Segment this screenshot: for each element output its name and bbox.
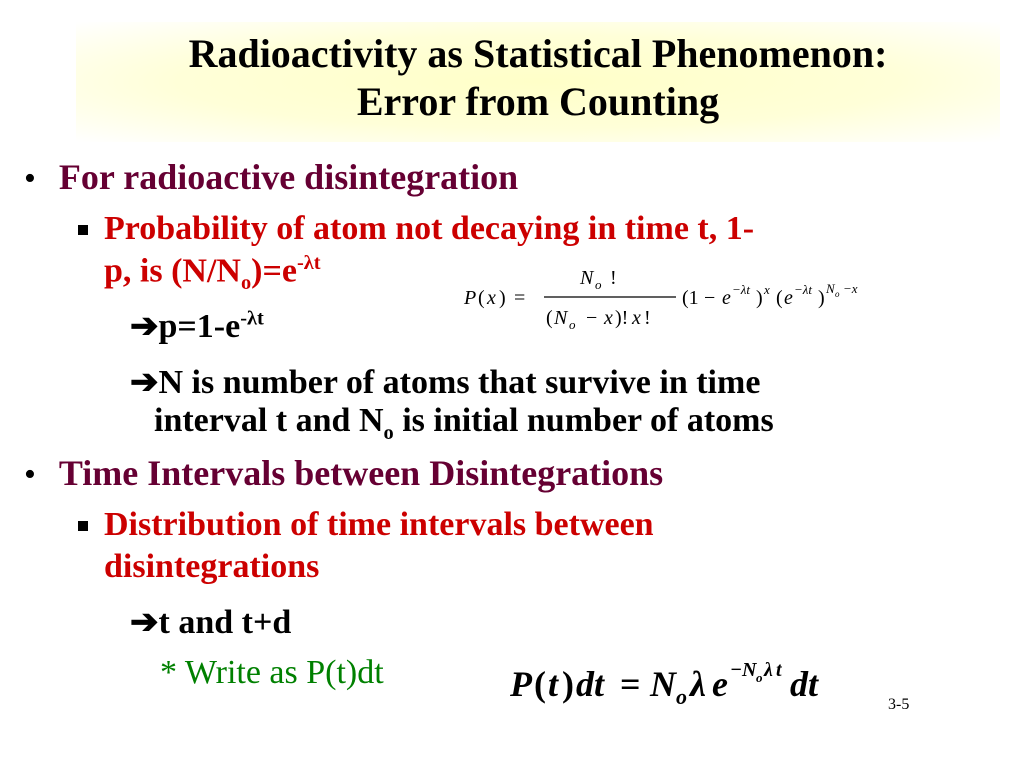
arrow-item: $➔p=1-e^{-\lambda t}$ <box>130 307 264 345</box>
svg-text:(: ( <box>478 287 485 309</box>
svg-text:(: ( <box>546 307 553 329</box>
exponential-formula <box>508 652 878 712</box>
svg-text:(1: (1 <box>682 287 699 309</box>
svg-text:N: N <box>742 659 757 681</box>
slide-title <box>76 30 1000 126</box>
bullet-dot: • <box>24 456 36 493</box>
bullet-item <box>24 156 518 198</box>
svg-text:o: o <box>676 684 687 709</box>
bullet-text: Time Intervals between Disintegrations <box>58 453 664 493</box>
svg-text:o: o <box>595 277 602 292</box>
arrow-item: ➔N is number of atoms that survive in time <box>130 364 761 401</box>
arrow-icon: ➔ <box>130 604 159 641</box>
svg-text:o: o <box>835 289 840 299</box>
green-note: * Write as P(t)dt <box>160 654 384 691</box>
svg-text:t: t <box>548 664 559 704</box>
svg-text:): ) <box>818 287 825 309</box>
svg-text:−: − <box>704 287 716 309</box>
arrow-item: ➔t and t+d <box>130 604 292 641</box>
svg-text:=: = <box>620 664 641 704</box>
svg-text:x: x <box>604 307 613 329</box>
svg-text:!: ! <box>610 267 617 289</box>
sub-bullet-line-2: disintegrations <box>104 548 320 585</box>
svg-text:)!: )! <box>615 307 629 329</box>
square-bullet-icon <box>78 518 88 536</box>
svg-text:−λt: −λt <box>732 282 751 297</box>
bullet-text: For radioactive disintegration <box>58 157 519 197</box>
svg-text:e: e <box>712 664 728 704</box>
svg-text:−x: −x <box>843 281 858 296</box>
svg-text:): ) <box>499 287 506 309</box>
arrow-icon: ➔ <box>130 308 159 345</box>
svg-text:): ) <box>562 664 574 704</box>
page-number: 3-5 <box>888 696 910 713</box>
svg-text:x: x <box>764 282 770 297</box>
svg-text:o: o <box>569 317 576 332</box>
svg-text:−: − <box>586 307 598 329</box>
svg-text:N: N <box>580 267 594 289</box>
svg-text:e: e <box>722 287 731 309</box>
arrow-item-continued: interval t and $N_o$ is initial number of atoms <box>154 402 774 444</box>
bullet-item <box>24 452 663 494</box>
svg-text:P: P <box>510 664 532 704</box>
arrow-icon: ➔ <box>130 364 159 401</box>
svg-text:x: x <box>487 287 496 309</box>
svg-text:dt: dt <box>790 664 819 704</box>
square-bullet-icon <box>78 222 88 240</box>
svg-text:(: ( <box>776 287 783 309</box>
svg-text:o: o <box>756 670 763 685</box>
svg-text:λ: λ <box>690 664 706 704</box>
svg-text:=: = <box>514 287 526 309</box>
svg-text:e: e <box>784 287 793 309</box>
sub-bullet-line-2: p, is $(N/N_o)=e^{-\lambda t}$ <box>104 252 321 295</box>
svg-text:−λt: −λt <box>794 282 813 297</box>
title-line-2: Error from Counting <box>356 79 720 124</box>
svg-text:λ: λ <box>764 659 773 681</box>
svg-text:P: P <box>464 287 477 309</box>
svg-text:): ) <box>756 287 763 309</box>
svg-text:(: ( <box>534 664 546 704</box>
svg-text:t: t <box>776 659 782 681</box>
sub-bullet-line-1: Probability of atom not decaying in time t, 1- <box>104 210 755 247</box>
svg-text:dt: dt <box>576 664 605 704</box>
svg-text:N: N <box>650 664 676 704</box>
bullet-dot: • <box>24 160 36 197</box>
title-line-1: Radioactivity as Statistical Phenomenon: <box>188 31 888 76</box>
svg-text:N: N <box>826 281 835 296</box>
sub-bullet-line-1: Distribution of time intervals between <box>104 506 654 543</box>
binomial-formula <box>462 262 902 342</box>
svg-text:−: − <box>730 659 743 681</box>
svg-text:N: N <box>554 307 568 329</box>
svg-text:x: x <box>632 307 641 329</box>
svg-text:!: ! <box>644 307 651 329</box>
